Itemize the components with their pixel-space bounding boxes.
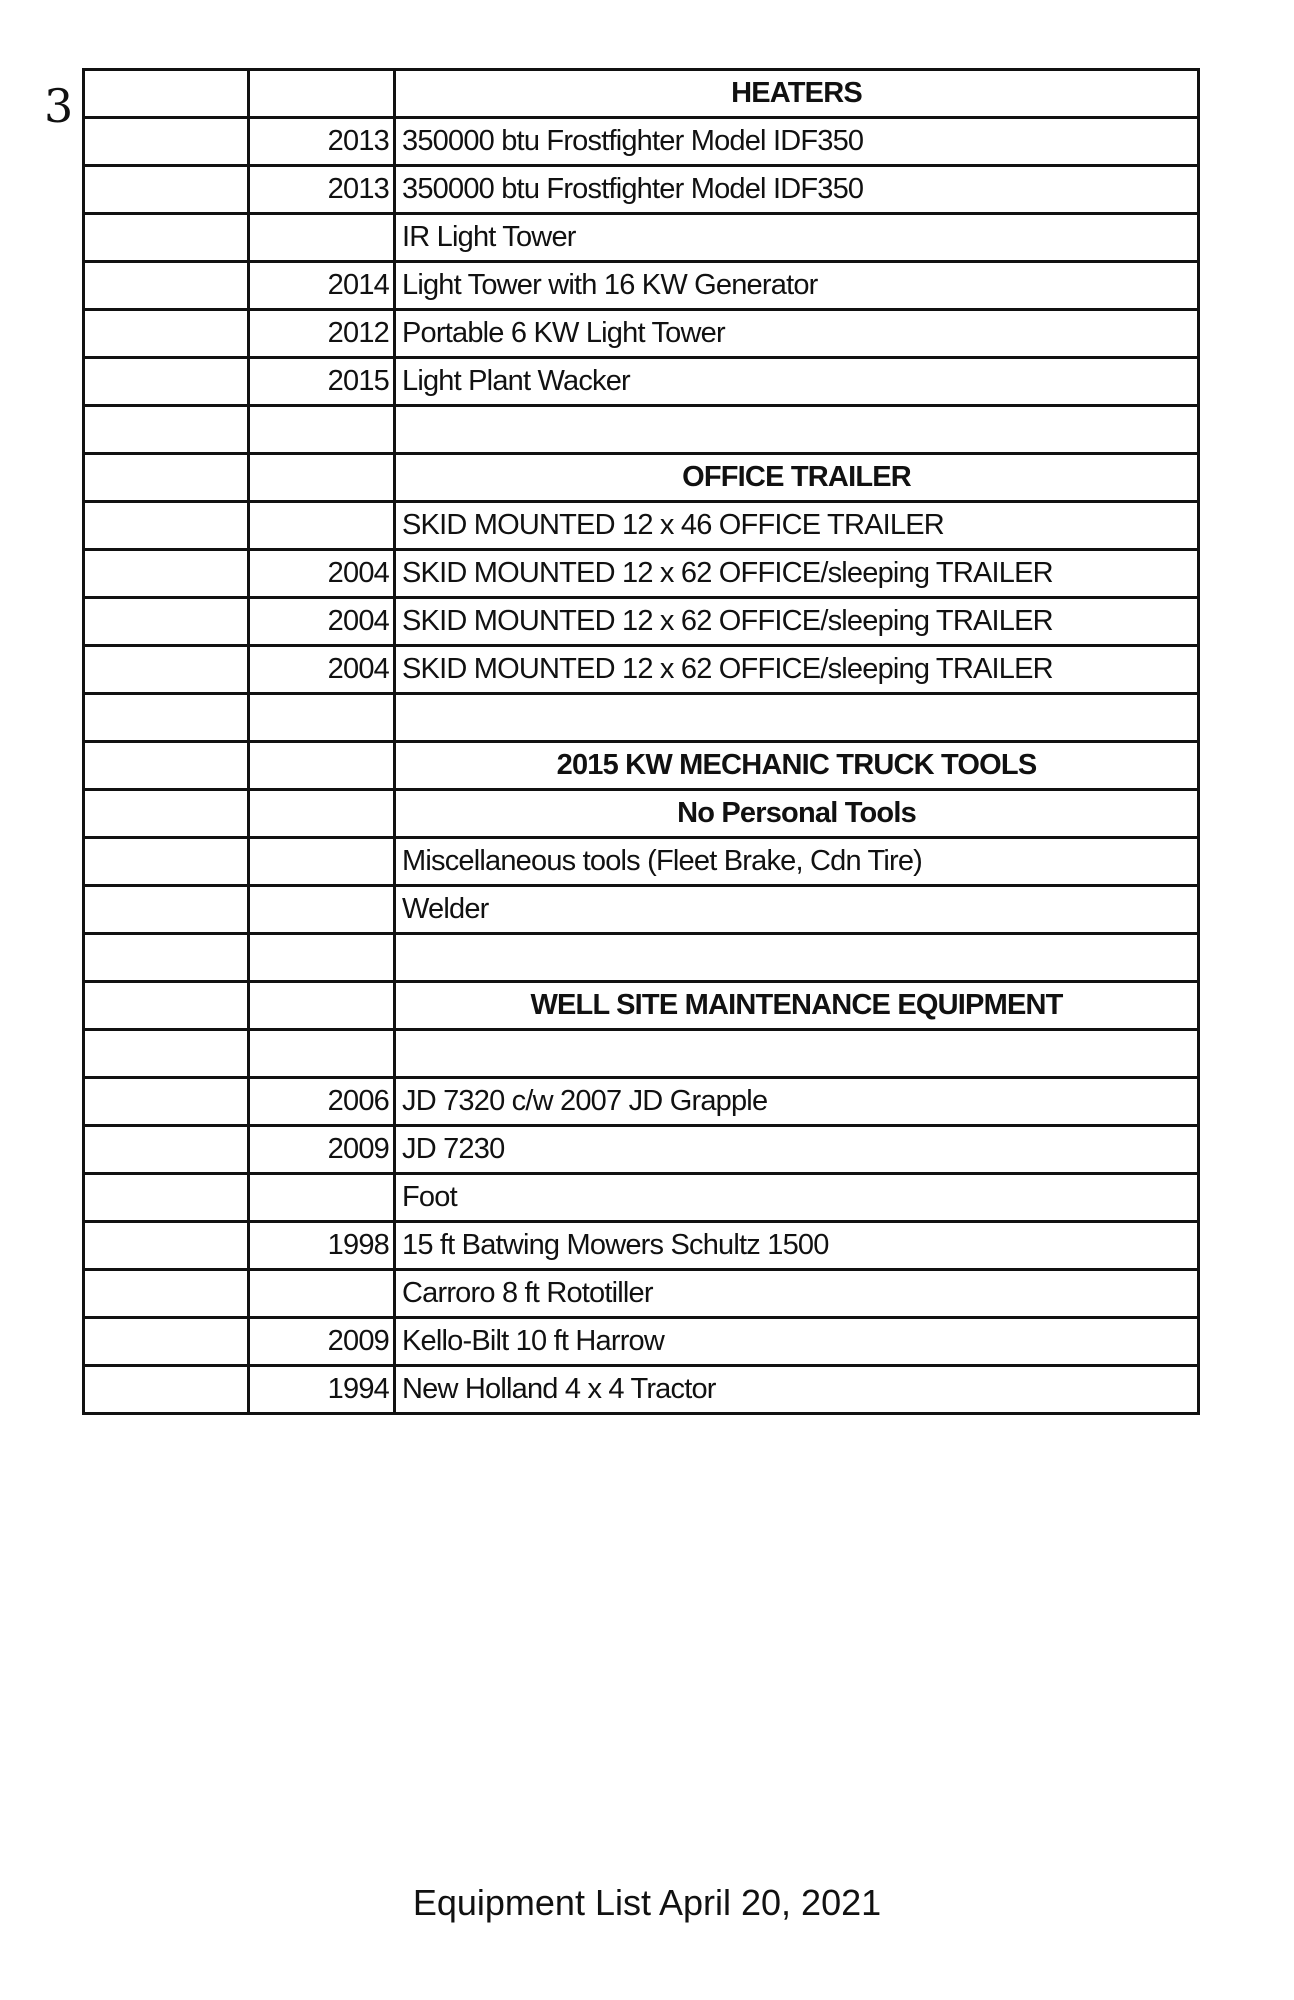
- year-cell: 2015: [249, 358, 395, 406]
- blank-cell: [84, 118, 249, 166]
- description-cell: IR Light Tower: [395, 214, 1199, 262]
- description-cell: SKID MOUNTED 12 x 62 OFFICE/sleeping TRAILER: [395, 646, 1199, 694]
- table-row: [84, 1222, 1199, 1270]
- blank-cell: [84, 1222, 249, 1270]
- description-cell: Carroro 8 ft Rototiller: [395, 1270, 1199, 1318]
- year-cell: [249, 406, 395, 454]
- blank-cell: [84, 1366, 249, 1414]
- year-cell: 2013: [249, 166, 395, 214]
- year-cell: 2014: [249, 262, 395, 310]
- year-cell: [249, 1174, 395, 1222]
- table-row: [84, 310, 1199, 358]
- blank-cell: [84, 838, 249, 886]
- section-heading-row: [84, 70, 1199, 118]
- blank-cell: [84, 262, 249, 310]
- blank-cell: [84, 1030, 249, 1078]
- table-row: [84, 502, 1199, 550]
- year-cell: [249, 838, 395, 886]
- year-cell: [249, 886, 395, 934]
- table-row: [84, 646, 1199, 694]
- year-cell: 2006: [249, 1078, 395, 1126]
- year-cell: [249, 694, 395, 742]
- blank-cell: [84, 694, 249, 742]
- blank-cell: [84, 934, 249, 982]
- description-cell: 350000 btu Frostfighter Model IDF350: [395, 166, 1199, 214]
- description-cell: 350000 btu Frostfighter Model IDF350: [395, 118, 1199, 166]
- table-row: [84, 1174, 1199, 1222]
- table-row: [84, 1126, 1199, 1174]
- description-cell: JD 7320 c/w 2007 JD Grapple: [395, 1078, 1199, 1126]
- year-cell: 2004: [249, 550, 395, 598]
- description-cell: Portable 6 KW Light Tower: [395, 310, 1199, 358]
- blank-cell: [84, 1174, 249, 1222]
- section-heading: HEATERS: [395, 70, 1199, 118]
- equipment-table: [82, 68, 1200, 1415]
- page-number: 3: [44, 79, 74, 133]
- blank-cell: [84, 742, 249, 790]
- section-heading-row: [84, 790, 1199, 838]
- year-cell: 2013: [249, 118, 395, 166]
- blank-cell: [84, 70, 249, 118]
- blank-cell: [84, 1126, 249, 1174]
- year-cell: 2004: [249, 598, 395, 646]
- year-cell: [249, 934, 395, 982]
- table-row: [84, 262, 1199, 310]
- description-cell: Welder: [395, 886, 1199, 934]
- table-row: [84, 406, 1199, 454]
- description-cell: JD 7230: [395, 1126, 1199, 1174]
- blank-cell: [84, 1318, 249, 1366]
- blank-cell: [84, 502, 249, 550]
- blank-cell: [84, 1078, 249, 1126]
- year-cell: 1994: [249, 1366, 395, 1414]
- blank-cell: [84, 406, 249, 454]
- section-heading: No Personal Tools: [395, 790, 1199, 838]
- blank-cell: [84, 886, 249, 934]
- year-cell: [249, 742, 395, 790]
- description-cell: [395, 406, 1199, 454]
- table-row: [84, 1270, 1199, 1318]
- table-row: [84, 1030, 1199, 1078]
- blank-cell: [84, 310, 249, 358]
- year-cell: [249, 502, 395, 550]
- description-cell: Light Tower with 16 KW Generator: [395, 262, 1199, 310]
- year-cell: 2012: [249, 310, 395, 358]
- section-heading-row: [84, 454, 1199, 502]
- blank-cell: [84, 982, 249, 1030]
- year-cell: [249, 790, 395, 838]
- table-row: [84, 598, 1199, 646]
- description-cell: [395, 934, 1199, 982]
- document-footer: Equipment List April 20, 2021: [412, 1882, 882, 1923]
- table-row: [84, 694, 1199, 742]
- year-cell: [249, 1030, 395, 1078]
- description-cell: Light Plant Wacker: [395, 358, 1199, 406]
- table-row: [84, 934, 1199, 982]
- blank-cell: [84, 646, 249, 694]
- description-cell: Miscellaneous tools (Fleet Brake, Cdn Tire): [395, 838, 1199, 886]
- year-cell: 2004: [249, 646, 395, 694]
- table-row: [84, 358, 1199, 406]
- table-row: [84, 1366, 1199, 1414]
- description-cell: SKID MOUNTED 12 x 62 OFFICE/sleeping TRAILER: [395, 550, 1199, 598]
- table-row: [84, 166, 1199, 214]
- blank-cell: [84, 790, 249, 838]
- year-cell: [249, 454, 395, 502]
- description-cell: [395, 1030, 1199, 1078]
- blank-cell: [84, 454, 249, 502]
- description-cell: Foot: [395, 1174, 1199, 1222]
- table-row: [84, 1318, 1199, 1366]
- description-cell: SKID MOUNTED 12 x 62 OFFICE/sleeping TRAILER: [395, 598, 1199, 646]
- description-cell: 15 ft Batwing Mowers Schultz 1500: [395, 1222, 1199, 1270]
- equipment-table-body: [84, 70, 1199, 1414]
- blank-cell: [84, 166, 249, 214]
- table-row: [84, 1078, 1199, 1126]
- year-cell: 1998: [249, 1222, 395, 1270]
- year-cell: [249, 982, 395, 1030]
- year-cell: 2009: [249, 1126, 395, 1174]
- year-cell: [249, 214, 395, 262]
- section-heading: 2015 KW MECHANIC TRUCK TOOLS: [395, 742, 1199, 790]
- description-cell: New Holland 4 x 4 Tractor: [395, 1366, 1199, 1414]
- table-row: [84, 550, 1199, 598]
- table-row: [84, 118, 1199, 166]
- description-cell: [395, 694, 1199, 742]
- blank-cell: [84, 214, 249, 262]
- table-row: [84, 838, 1199, 886]
- section-heading-row: [84, 742, 1199, 790]
- blank-cell: [84, 358, 249, 406]
- year-cell: [249, 70, 395, 118]
- blank-cell: [84, 550, 249, 598]
- description-cell: Kello-Bilt 10 ft Harrow: [395, 1318, 1199, 1366]
- blank-cell: [84, 1270, 249, 1318]
- table-row: [84, 886, 1199, 934]
- section-heading: WELL SITE MAINTENANCE EQUIPMENT: [395, 982, 1199, 1030]
- year-cell: 2009: [249, 1318, 395, 1366]
- table-row: [84, 214, 1199, 262]
- section-heading-row: [84, 982, 1199, 1030]
- section-heading: OFFICE TRAILER: [395, 454, 1199, 502]
- blank-cell: [84, 598, 249, 646]
- description-cell: SKID MOUNTED 12 x 46 OFFICE TRAILER: [395, 502, 1199, 550]
- year-cell: [249, 1270, 395, 1318]
